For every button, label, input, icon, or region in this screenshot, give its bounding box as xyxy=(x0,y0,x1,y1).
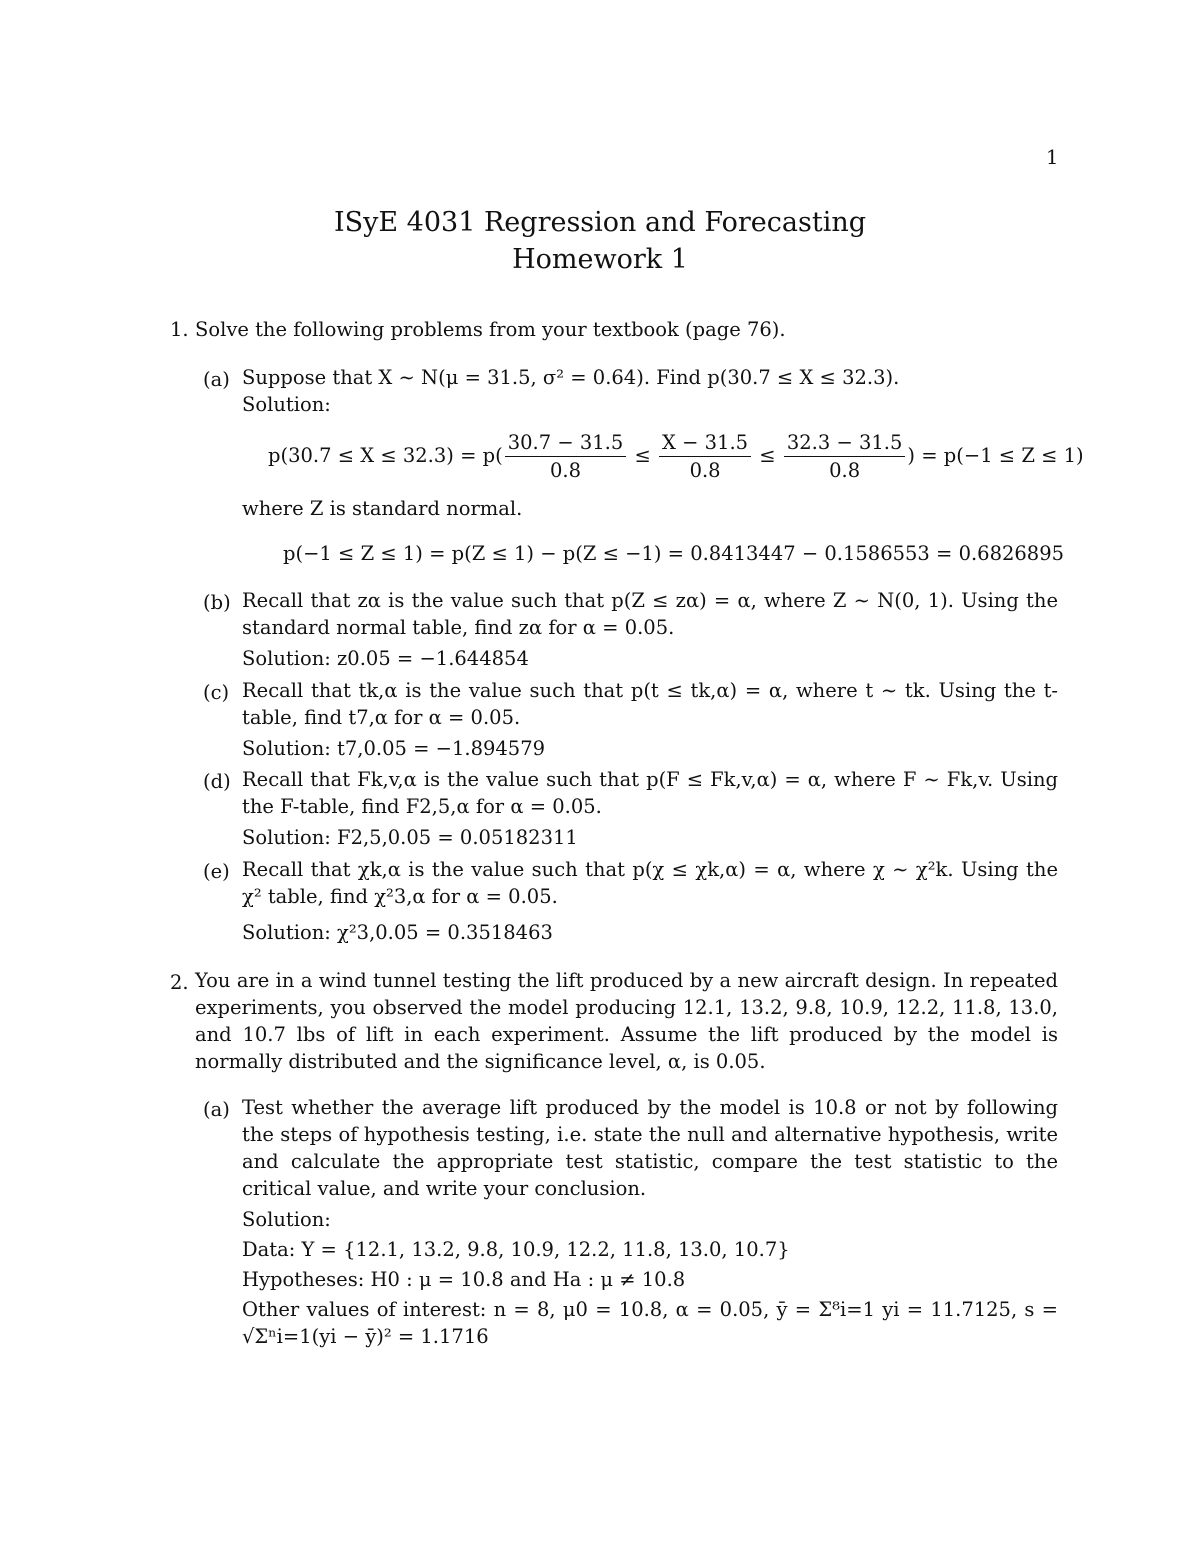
part-1c-label: (c) xyxy=(203,681,230,704)
part-1a-text xyxy=(242,364,1062,418)
fraction-1-denominator: 0.8 xyxy=(550,459,582,482)
fraction-2-denominator: 0.8 xyxy=(689,459,721,482)
part-2a-data: Data: Y = {12.1, 13.2, 9.8, 10.9, 12.2, 11.8, 13.0, 10.7} xyxy=(242,1238,790,1261)
equation-1a-result: p(−1 ≤ Z ≤ 1) = p(Z ≤ 1) − p(Z ≤ −1) = 0.8413447 − 0.1586553 = 0.6826895 xyxy=(283,542,1065,565)
part-1a-label: (a) xyxy=(203,368,230,391)
question-2-text: You are in a wind tunnel testing the lift produced by a new aircraft design. In repeated experiments, you observed the model producing 12.1, 13.2, 9.8, 10.9, 12.2, 11.8, 13.0, and 10.7 lbs of lift in each experiment. Assume the lift produced by the model is normally distributed and the significance level, α, is 0.05. xyxy=(195,969,1058,1073)
eq1-left: p(30.7 ≤ X ≤ 32.3) = p( xyxy=(268,444,503,467)
part-1c-solution: Solution: t7,0.05 = −1.894579 xyxy=(242,737,546,760)
part-1e-solution: Solution: χ²3,0.05 = 0.3518463 xyxy=(242,921,553,944)
document-title: ISyE 4031 Regression and Forecasting xyxy=(333,207,867,238)
leq-symbol-2: ≤ xyxy=(759,444,776,467)
leq-symbol-1: ≤ xyxy=(634,444,651,467)
part-1d-label: (d) xyxy=(203,770,231,793)
part-1d-text: Recall that Fk,v,α is the value such that p(F ≤ Fk,v,α) = α, where F ∼ Fk,v. Using the F-table, find F2,5,α for α = 0.05. xyxy=(242,768,1058,818)
question-2-number: 2. xyxy=(170,971,189,994)
part-2a-text: Test whether the average lift produced by the model is 10.8 or not by following the steps of hypothesis testing, i.e. state the null and alternative hypothesis, write and calculate the appropriate test statistic, compare the test statistic to the critical value, and write your conclusion. xyxy=(242,1096,1058,1200)
eq1-right: ) = p(−1 ≤ Z ≤ 1) xyxy=(907,444,1084,467)
equation-1a-display xyxy=(268,430,1084,483)
part-1b-solution: Solution: z0.05 = −1.644854 xyxy=(242,647,529,670)
part-1a-question: Suppose that X ∼ N(μ = 31.5, σ² = 0.64). Find p(30.7 ≤ X ≤ 32.3). xyxy=(242,366,900,389)
question-1-text: Solve the following problems from your textbook (page 76). xyxy=(195,318,786,341)
part-2a-label: (a) xyxy=(203,1098,230,1121)
fraction-3 xyxy=(784,430,906,483)
part-1a-solution-label: Solution: xyxy=(242,393,331,416)
page-number: 1 xyxy=(1046,146,1059,169)
part-2a-other-values: Other values of interest: n = 8, μ0 = 10.8, α = 0.05, ȳ = Σ⁸i=1 yi = 11.7125, s = √Σⁿi=1(yi − ȳ)² = 1.1716 xyxy=(242,1298,1058,1348)
part-1b-label: (b) xyxy=(203,591,231,614)
part-1c-text: Recall that tk,α is the value such that p(t ≤ tk,α) = α, where t ∼ tk. Using the t-table, find t7,α for α = 0.05. xyxy=(242,679,1058,729)
fraction-1-numerator: 30.7 − 31.5 xyxy=(505,430,627,457)
part-1e-text: Recall that χk,α is the value such that p(χ ≤ χk,α) = α, where χ ∼ χ²k. Using the χ² table, find χ²3,α for α = 0.05. xyxy=(242,858,1058,908)
fraction-2-numerator: X − 31.5 xyxy=(659,430,751,457)
fraction-3-numerator: 32.3 − 31.5 xyxy=(784,430,906,457)
part-2a-hypotheses: Hypotheses: H0 : μ = 10.8 and Ha : μ ≠ 10.8 xyxy=(242,1268,686,1291)
fraction-3-denominator: 0.8 xyxy=(829,459,861,482)
part-2a-solution-label: Solution: xyxy=(242,1208,331,1231)
fraction-1 xyxy=(505,430,627,483)
part-1d-solution: Solution: F2,5,0.05 = 0.05182311 xyxy=(242,826,578,849)
part-1e-label: (e) xyxy=(203,860,230,883)
document-subtitle: Homework 1 xyxy=(512,244,688,275)
part-1a-where: where Z is standard normal. xyxy=(242,497,523,520)
part-1b-text: Recall that zα is the value such that p(Z ≤ zα) = α, where Z ∼ N(0, 1). Using the standard normal table, find zα for α = 0.05. xyxy=(242,589,1058,639)
question-1-number: 1. xyxy=(170,318,189,341)
fraction-2 xyxy=(659,430,751,483)
